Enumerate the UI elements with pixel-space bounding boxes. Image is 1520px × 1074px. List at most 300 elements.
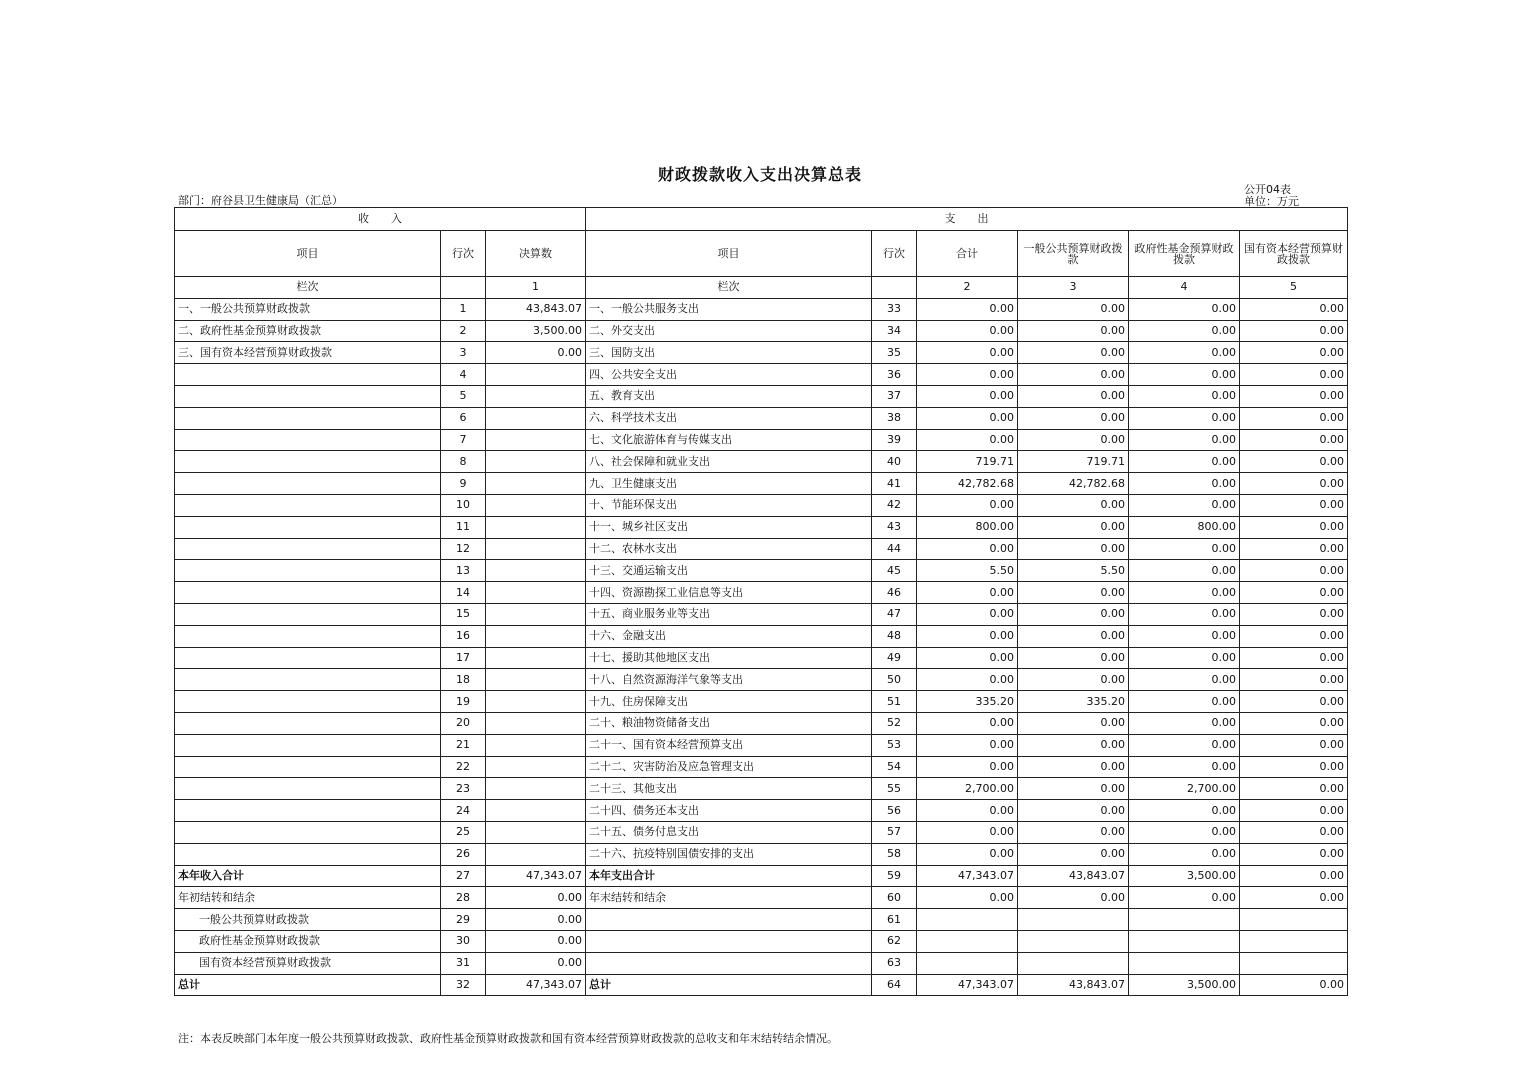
table-row	[175, 429, 1348, 451]
expense-item: 二十五、债务付息支出	[586, 821, 872, 843]
income-amount	[486, 451, 586, 473]
income-item-header: 项目	[175, 231, 441, 277]
table-row	[175, 473, 1348, 495]
table-row	[175, 843, 1348, 865]
expense-line: 64	[872, 974, 917, 996]
income-amount: 0.00	[486, 909, 586, 931]
expense-line: 58	[872, 843, 917, 865]
column-number-4: 4	[1129, 277, 1240, 299]
expense-line: 43	[872, 516, 917, 538]
income-amount	[486, 538, 586, 560]
expense-fund: 0.00	[1129, 800, 1240, 822]
table-row	[175, 342, 1348, 364]
expense-general: 719.71	[1018, 451, 1129, 473]
expense-line: 53	[872, 734, 917, 756]
income-item	[175, 734, 441, 756]
table-row	[175, 494, 1348, 516]
income-amount	[486, 364, 586, 386]
expense-total: 719.71	[917, 451, 1018, 473]
expense-general: 43,843.07	[1018, 865, 1129, 887]
income-amount	[486, 778, 586, 800]
income-item	[175, 407, 441, 429]
expense-total: 0.00	[917, 538, 1018, 560]
expense-item: 二、外交支出	[586, 320, 872, 342]
income-amount	[486, 560, 586, 582]
expense-item: 二十四、债务还本支出	[586, 800, 872, 822]
expense-fund: 0.00	[1129, 603, 1240, 625]
income-line: 17	[441, 647, 486, 669]
income-amount	[486, 800, 586, 822]
expense-general	[1018, 952, 1129, 974]
income-amount	[486, 429, 586, 451]
grand-total-row	[175, 974, 1348, 996]
expense-fund: 0.00	[1129, 298, 1240, 320]
income-item	[175, 669, 441, 691]
expense-soe: 0.00	[1240, 429, 1348, 451]
income-item	[175, 625, 441, 647]
table-row	[175, 560, 1348, 582]
expense-item: 十、节能环保支出	[586, 494, 872, 516]
income-item	[175, 778, 441, 800]
expense-line: 49	[872, 647, 917, 669]
table-row	[175, 538, 1348, 560]
expense-line: 56	[872, 800, 917, 822]
expense-total: 800.00	[917, 516, 1018, 538]
blank-cell	[872, 277, 917, 299]
expense-total: 47,343.07	[917, 865, 1018, 887]
expense-line: 42	[872, 494, 917, 516]
expense-general: 0.00	[1018, 756, 1129, 778]
expense-line: 54	[872, 756, 917, 778]
income-item: 本年收入合计	[175, 865, 441, 887]
expense-total: 0.00	[917, 364, 1018, 386]
expense-fund: 0.00	[1129, 342, 1240, 364]
expense-line: 45	[872, 560, 917, 582]
income-item	[175, 691, 441, 713]
table-row	[175, 603, 1348, 625]
income-amount	[486, 582, 586, 604]
expense-general: 0.00	[1018, 843, 1129, 865]
expense-fund: 3,500.00	[1129, 974, 1240, 996]
expense-item: 二十一、国有资本经营预算支出	[586, 734, 872, 756]
expense-general: 0.00	[1018, 407, 1129, 429]
expense-total	[917, 909, 1018, 931]
expense-line: 37	[872, 385, 917, 407]
expense-line: 34	[872, 320, 917, 342]
expense-line: 38	[872, 407, 917, 429]
expense-line: 39	[872, 429, 917, 451]
expense-fund: 0.00	[1129, 429, 1240, 451]
expense-soe: 0.00	[1240, 887, 1348, 909]
income-item: 一、一般公共预算财政拨款	[175, 298, 441, 320]
expense-total: 0.00	[917, 712, 1018, 734]
income-amount	[486, 603, 586, 625]
table-row	[175, 821, 1348, 843]
expense-item: 十四、资源勘探工业信息等支出	[586, 582, 872, 604]
expense-general: 0.00	[1018, 625, 1129, 647]
income-item: 一般公共预算财政拨款	[175, 909, 441, 931]
income-section-header: 收 入	[175, 208, 586, 231]
income-line: 25	[441, 821, 486, 843]
income-line: 2	[441, 320, 486, 342]
income-amount	[486, 712, 586, 734]
expense-fund: 0.00	[1129, 887, 1240, 909]
expense-general: 0.00	[1018, 494, 1129, 516]
expense-total: 0.00	[917, 887, 1018, 909]
expense-total: 0.00	[917, 298, 1018, 320]
expense-item: 三、国防支出	[586, 342, 872, 364]
expense-total: 0.00	[917, 625, 1018, 647]
expense-item: 十一、城乡社区支出	[586, 516, 872, 538]
income-amount: 0.00	[486, 930, 586, 952]
income-amount: 47,343.07	[486, 974, 586, 996]
income-line: 29	[441, 909, 486, 931]
expense-total: 0.00	[917, 342, 1018, 364]
expense-fund: 0.00	[1129, 691, 1240, 713]
expense-item	[586, 930, 872, 952]
unit-label: 单位：万元	[1244, 195, 1299, 208]
expense-fund	[1129, 930, 1240, 952]
income-amount: 3,500.00	[486, 320, 586, 342]
table-row	[175, 385, 1348, 407]
blank-cell	[441, 277, 486, 299]
income-item: 总计	[175, 974, 441, 996]
expense-item: 五、教育支出	[586, 385, 872, 407]
expense-line: 33	[872, 298, 917, 320]
income-line: 1	[441, 298, 486, 320]
expense-soe: 0.00	[1240, 320, 1348, 342]
income-amount	[486, 843, 586, 865]
expense-line: 44	[872, 538, 917, 560]
expense-item: 十五、商业服务业等支出	[586, 603, 872, 625]
expense-fund: 0.00	[1129, 451, 1240, 473]
expense-general: 0.00	[1018, 647, 1129, 669]
table-row	[175, 691, 1348, 713]
soe-budget-header: 国有资本经营预算财政拨款	[1240, 231, 1348, 277]
expense-general: 0.00	[1018, 821, 1129, 843]
income-line: 22	[441, 756, 486, 778]
column-number-row	[175, 277, 1348, 299]
income-amount: 47,343.07	[486, 865, 586, 887]
income-amount: 43,843.07	[486, 298, 586, 320]
expense-fund: 0.00	[1129, 625, 1240, 647]
table-row	[175, 712, 1348, 734]
budget-table	[174, 207, 1348, 996]
expense-total: 0.00	[917, 669, 1018, 691]
general-budget-header: 一般公共预算财政拨款	[1018, 231, 1129, 277]
expense-line: 63	[872, 952, 917, 974]
expense-fund: 0.00	[1129, 669, 1240, 691]
expense-general	[1018, 909, 1129, 931]
income-line: 15	[441, 603, 486, 625]
expense-fund: 0.00	[1129, 560, 1240, 582]
expense-line: 47	[872, 603, 917, 625]
income-line: 20	[441, 712, 486, 734]
expense-soe: 0.00	[1240, 843, 1348, 865]
expense-soe: 0.00	[1240, 800, 1348, 822]
income-item	[175, 473, 441, 495]
income-line: 6	[441, 407, 486, 429]
form-number: 公开04表	[1244, 183, 1291, 196]
expense-line-header: 行次	[872, 231, 917, 277]
income-item	[175, 560, 441, 582]
expense-fund: 3,500.00	[1129, 865, 1240, 887]
income-amount	[486, 647, 586, 669]
income-line: 5	[441, 385, 486, 407]
income-item	[175, 494, 441, 516]
expense-total: 0.00	[917, 603, 1018, 625]
income-amount	[486, 734, 586, 756]
expense-total: 0.00	[917, 407, 1018, 429]
expense-soe	[1240, 930, 1348, 952]
expense-line: 52	[872, 712, 917, 734]
department-label: 部门：府谷县卫生健康局（汇总）	[178, 194, 343, 207]
expense-total	[917, 930, 1018, 952]
expense-soe: 0.00	[1240, 756, 1348, 778]
expense-soe: 0.00	[1240, 734, 1348, 756]
table-row	[175, 756, 1348, 778]
income-amount	[486, 473, 586, 495]
expense-fund: 0.00	[1129, 843, 1240, 865]
expense-total: 335.20	[917, 691, 1018, 713]
income-amount: 0.00	[486, 342, 586, 364]
expense-item: 二十六、抗疫特别国债安排的支出	[586, 843, 872, 865]
table-row	[175, 669, 1348, 691]
expense-soe: 0.00	[1240, 821, 1348, 843]
expense-item: 本年支出合计	[586, 865, 872, 887]
income-line: 16	[441, 625, 486, 647]
expense-soe: 0.00	[1240, 691, 1348, 713]
expense-item: 十九、住房保障支出	[586, 691, 872, 713]
expense-fund	[1129, 952, 1240, 974]
income-line: 9	[441, 473, 486, 495]
expense-soe	[1240, 952, 1348, 974]
table-row	[175, 582, 1348, 604]
income-line: 28	[441, 887, 486, 909]
income-item	[175, 385, 441, 407]
income-amount: 0.00	[486, 952, 586, 974]
expense-line: 41	[872, 473, 917, 495]
expense-fund: 2,700.00	[1129, 778, 1240, 800]
expense-general: 0.00	[1018, 320, 1129, 342]
column-number-3: 3	[1018, 277, 1129, 299]
expense-fund: 800.00	[1129, 516, 1240, 538]
income-line: 12	[441, 538, 486, 560]
income-line: 10	[441, 494, 486, 516]
expense-soe: 0.00	[1240, 385, 1348, 407]
income-item	[175, 516, 441, 538]
income-line: 26	[441, 843, 486, 865]
table-row	[175, 516, 1348, 538]
table-row	[175, 320, 1348, 342]
footnote: 注：本表反映部门本年度一般公共预算财政拨款、政府性基金预算财政拨款和国有资本经营预算财政拨款的总收支和年末结转结余情况。	[178, 1032, 838, 1045]
expense-soe: 0.00	[1240, 451, 1348, 473]
table-row	[175, 778, 1348, 800]
expense-general: 43,843.07	[1018, 974, 1129, 996]
expense-total: 0.00	[917, 582, 1018, 604]
expense-general: 0.00	[1018, 429, 1129, 451]
income-item	[175, 429, 441, 451]
expense-line: 62	[872, 930, 917, 952]
expense-fund: 0.00	[1129, 538, 1240, 560]
expense-fund: 0.00	[1129, 712, 1240, 734]
income-line: 18	[441, 669, 486, 691]
expense-soe: 0.00	[1240, 560, 1348, 582]
income-column-label: 栏次	[175, 277, 441, 299]
expense-fund: 0.00	[1129, 647, 1240, 669]
expense-item: 二十、粮油物资储备支出	[586, 712, 872, 734]
expense-column-label: 栏次	[586, 277, 872, 299]
income-line: 27	[441, 865, 486, 887]
expense-item: 年末结转和结余	[586, 887, 872, 909]
table-row	[175, 625, 1348, 647]
expense-total: 0.00	[917, 385, 1018, 407]
expense-fund: 0.00	[1129, 821, 1240, 843]
table-row	[175, 298, 1348, 320]
expense-line: 48	[872, 625, 917, 647]
income-item	[175, 843, 441, 865]
report-title: 财政拨款收入支出决算总表	[657, 165, 862, 184]
table-row	[175, 734, 1348, 756]
income-line: 3	[441, 342, 486, 364]
income-amount	[486, 494, 586, 516]
expense-item	[586, 952, 872, 974]
expense-total: 42,782.68	[917, 473, 1018, 495]
expense-line: 36	[872, 364, 917, 386]
expense-line: 35	[872, 342, 917, 364]
column-number-2: 2	[917, 277, 1018, 299]
expense-general: 0.00	[1018, 778, 1129, 800]
expense-general: 335.20	[1018, 691, 1129, 713]
expense-fund	[1129, 909, 1240, 931]
income-item	[175, 821, 441, 843]
expense-soe: 0.00	[1240, 669, 1348, 691]
expense-general: 0.00	[1018, 582, 1129, 604]
income-line: 13	[441, 560, 486, 582]
table-row	[175, 647, 1348, 669]
expense-general: 0.00	[1018, 364, 1129, 386]
income-line: 14	[441, 582, 486, 604]
expense-item: 总计	[586, 974, 872, 996]
expense-general: 42,782.68	[1018, 473, 1129, 495]
expense-item: 九、卫生健康支出	[586, 473, 872, 495]
income-item	[175, 582, 441, 604]
income-item	[175, 364, 441, 386]
expense-soe: 0.00	[1240, 625, 1348, 647]
expense-item	[586, 909, 872, 931]
income-line: 11	[441, 516, 486, 538]
income-amount	[486, 625, 586, 647]
table-row	[175, 800, 1348, 822]
expense-general: 0.00	[1018, 800, 1129, 822]
table-row	[175, 407, 1348, 429]
income-amount	[486, 821, 586, 843]
expense-section-header: 支 出	[586, 208, 1348, 231]
expense-fund: 0.00	[1129, 407, 1240, 429]
expense-general	[1018, 930, 1129, 952]
table-row	[175, 451, 1348, 473]
expense-soe: 0.00	[1240, 865, 1348, 887]
expense-general: 0.00	[1018, 712, 1129, 734]
column-number-5: 5	[1240, 277, 1348, 299]
income-item	[175, 712, 441, 734]
expense-line: 61	[872, 909, 917, 931]
income-amount	[486, 756, 586, 778]
expense-total: 0.00	[917, 429, 1018, 451]
expense-soe: 0.00	[1240, 298, 1348, 320]
income-line: 4	[441, 364, 486, 386]
expense-line: 50	[872, 669, 917, 691]
income-item	[175, 538, 441, 560]
income-item	[175, 800, 441, 822]
expense-soe: 0.00	[1240, 538, 1348, 560]
column-header-row	[175, 231, 1348, 277]
expense-total: 5.50	[917, 560, 1018, 582]
income-amount	[486, 407, 586, 429]
income-line: 30	[441, 930, 486, 952]
expense-soe: 0.00	[1240, 778, 1348, 800]
table-row	[175, 364, 1348, 386]
expense-fund: 0.00	[1129, 364, 1240, 386]
expense-item: 八、社会保障和就业支出	[586, 451, 872, 473]
expense-total: 2,700.00	[917, 778, 1018, 800]
income-amount	[486, 516, 586, 538]
expense-total: 0.00	[917, 734, 1018, 756]
income-line: 32	[441, 974, 486, 996]
income-line: 31	[441, 952, 486, 974]
expense-line: 55	[872, 778, 917, 800]
total-header: 合计	[917, 231, 1018, 277]
column-number-1: 1	[486, 277, 586, 299]
income-item: 政府性基金预算财政拨款	[175, 930, 441, 952]
expense-item: 十二、农林水支出	[586, 538, 872, 560]
fund-budget-header: 政府性基金预算财政拨款	[1129, 231, 1240, 277]
income-item	[175, 451, 441, 473]
carry-over-detail-row	[175, 909, 1348, 931]
expense-general: 0.00	[1018, 385, 1129, 407]
expense-soe: 0.00	[1240, 342, 1348, 364]
income-amount	[486, 669, 586, 691]
income-item	[175, 756, 441, 778]
expense-item: 二十三、其他支出	[586, 778, 872, 800]
income-item: 年初结转和结余	[175, 887, 441, 909]
expense-soe: 0.00	[1240, 603, 1348, 625]
expense-soe: 0.00	[1240, 712, 1348, 734]
expense-item: 一、一般公共服务支出	[586, 298, 872, 320]
expense-soe: 0.00	[1240, 494, 1348, 516]
expense-fund: 0.00	[1129, 582, 1240, 604]
expense-general: 0.00	[1018, 603, 1129, 625]
expense-line: 40	[872, 451, 917, 473]
expense-line: 46	[872, 582, 917, 604]
expense-total: 0.00	[917, 821, 1018, 843]
expense-item: 七、文化旅游体育与传媒支出	[586, 429, 872, 451]
expense-total: 0.00	[917, 756, 1018, 778]
income-amount: 0.00	[486, 887, 586, 909]
expense-item: 四、公共安全支出	[586, 364, 872, 386]
expense-item: 六、科学技术支出	[586, 407, 872, 429]
expense-item: 十三、交通运输支出	[586, 560, 872, 582]
income-item: 三、国有资本经营预算财政拨款	[175, 342, 441, 364]
expense-soe: 0.00	[1240, 647, 1348, 669]
expense-item: 十六、金融支出	[586, 625, 872, 647]
expense-general: 0.00	[1018, 669, 1129, 691]
expense-general: 0.00	[1018, 516, 1129, 538]
income-amount-header: 决算数	[486, 231, 586, 277]
subtotal-row	[175, 865, 1348, 887]
income-item	[175, 603, 441, 625]
expense-total: 0.00	[917, 800, 1018, 822]
